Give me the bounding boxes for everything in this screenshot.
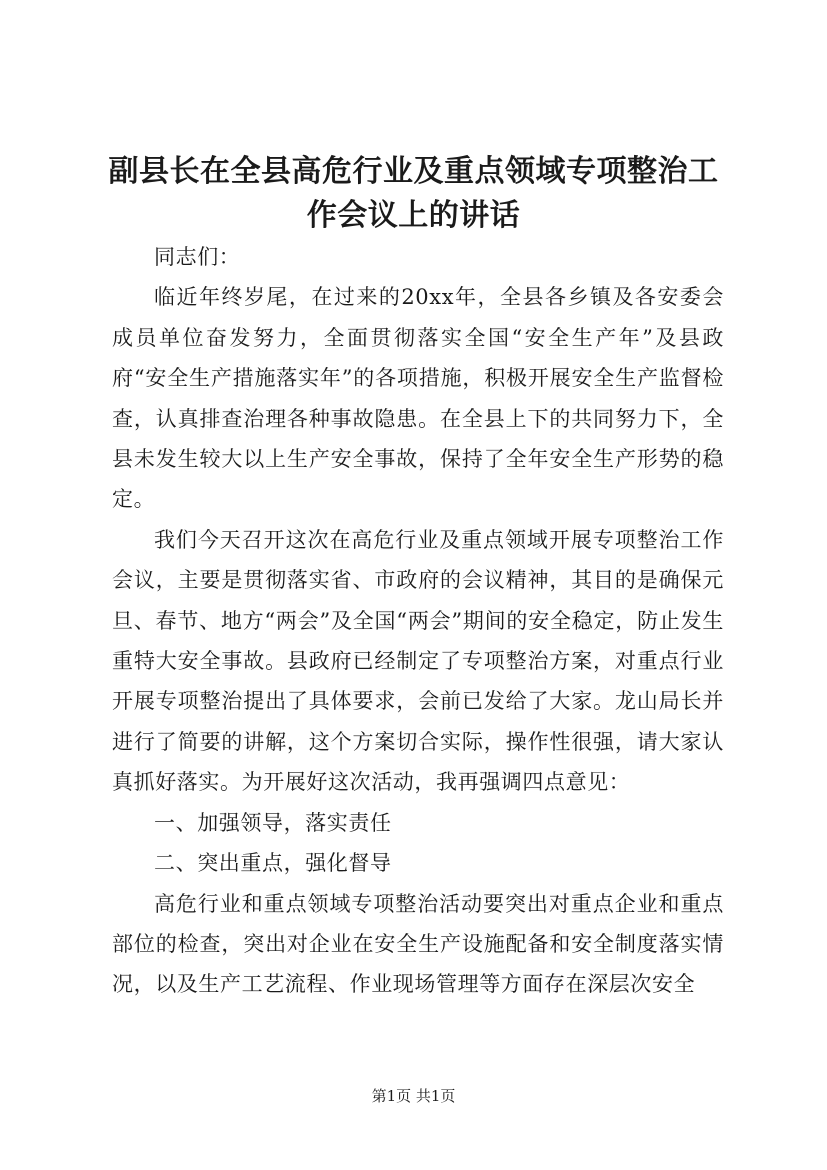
section-heading: 一、加强领导，落实责任	[154, 810, 392, 835]
salutation: 同志们：	[154, 245, 241, 269]
paragraph: 临近年终岁尾，在过来的20xx年，全县各乡镇及各安委会成员单位奋发努力，全面贯彻落实全国“安全生产年”及县政府“安全生产措施落实年”的各项措施，积极开展安全生产监督检查，认真排查治理各种事故隐患。在全县上下的共同努力下，全县未发生较大以上生产安全事故，保持了全年安全生产形势的稳定。	[112, 285, 724, 512]
document-body	[112, 237, 724, 1005]
paragraph: 我们今天召开这次在高危行业及重点领域开展专项整治工作会议，主要是贯彻落实省、市政府的会议精神，其目的是确保元旦、春节、地方“两会”及全国“两会”期间的安全稳定，防止发生重特大安全事故。县政府已经制定了专项整治方案，对重点行业开展专项整治提出了具体要求，会前已发给了大家。龙山局长并进行了简要的讲解，这个方案切合实际，操作性很强，请大家认真抓好落实。为开展好这次活动，我再强调四点意见：	[112, 527, 724, 795]
section-heading: 二、突出重点，强化督导	[154, 851, 392, 876]
paragraph: 高危行业和重点领域专项整治活动要突出对重点企业和重点部位的检查，突出对企业在安全生产设施配备和安全制度落实情况，以及生产工艺流程、作业现场管理等方面存在深层次安全	[112, 891, 724, 997]
page-number-footer: 第1页 共1页	[371, 1087, 456, 1105]
document-title: 副县长在全县高危行业及重点领域专项整治工作会议上的讲话	[108, 154, 719, 233]
